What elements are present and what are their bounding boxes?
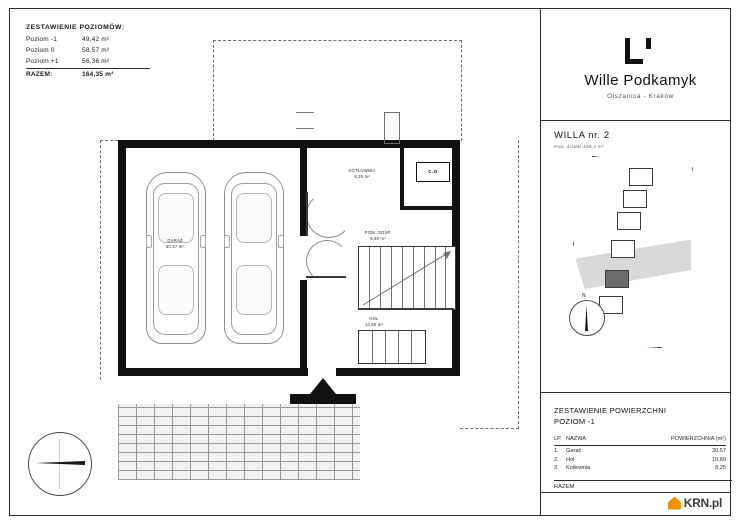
wall-internal-vertical-lower [300, 280, 307, 376]
table-row [554, 454, 726, 463]
compass-needle-icon [585, 305, 588, 331]
site-lot-5-selected[interactable] [605, 270, 629, 288]
legend-total-value: 164,35 m² [82, 71, 114, 79]
header-lp: LP. [554, 436, 566, 446]
right-outline-dashed [460, 140, 519, 429]
table-row [554, 463, 726, 472]
site-lot-4[interactable] [611, 240, 635, 258]
window-mark [296, 112, 314, 113]
legend-level-name: Poziom -1 [26, 36, 58, 44]
compass-tick [59, 439, 60, 489]
brand-subtitle: Olszanica - Kraków [607, 93, 674, 100]
legend-total-label: RAZEM: [26, 71, 53, 79]
krn-watermark-text: KRN.pl [683, 496, 722, 510]
room-area: 30,57 m² [165, 244, 185, 250]
legend-level-value: 56,36 m² [82, 57, 110, 65]
window-frame [384, 112, 400, 144]
cell-lp: 2. [554, 456, 559, 463]
panel-divider-mid [540, 392, 731, 393]
brand-name: Wille Podkamyk [584, 72, 697, 89]
door-leaf [306, 276, 346, 278]
site-lot-2[interactable] [623, 190, 647, 208]
cell-area: 10,60 [712, 456, 726, 463]
staircase [358, 246, 456, 310]
areas-title-line1: ZESTAWIENIE POWIERZCHNI [554, 406, 667, 415]
entrance-platform [290, 394, 356, 404]
header-area: POWIERZCHNIA (m²) [662, 436, 726, 446]
left-outline-dashed [100, 140, 119, 380]
table-row [554, 445, 726, 454]
room-label-boiler [326, 168, 398, 181]
krn-house-icon [668, 497, 681, 510]
door-leaf [306, 192, 308, 236]
wall-bottom-left [118, 368, 308, 376]
co-equipment-box: c.o [416, 162, 450, 182]
compass-north-label: N [582, 293, 586, 299]
upper-outline-dashed [213, 40, 462, 141]
driveway-paving [118, 404, 360, 480]
wall-bottom-right [336, 368, 460, 376]
room-name: GARAŻ [167, 238, 183, 243]
floor-plan-drawing [100, 40, 520, 480]
room-label-garage [142, 238, 208, 251]
wall-boiler-room-bottom [400, 206, 460, 210]
site-lot-3[interactable] [617, 212, 641, 230]
villa-header [554, 130, 610, 149]
stair-wall [358, 308, 454, 310]
room-name: KOTŁOWNIA [348, 168, 376, 173]
legend-level-name: Poziom 0 [26, 46, 55, 54]
room-area: 10,60 m² [364, 322, 384, 328]
compass-needle-icon [35, 461, 85, 465]
car-symbol-right [224, 172, 284, 344]
cell-name: Hol [566, 456, 575, 463]
wall-top [118, 140, 460, 148]
krn-watermark [668, 496, 722, 510]
wall-left [118, 140, 126, 376]
areas-table [554, 436, 726, 472]
header-name: NAZWA [566, 436, 662, 446]
podkamyk-logo-icon [625, 38, 651, 64]
panel-divider-bottom [540, 492, 731, 493]
door-arc-garage [306, 192, 352, 238]
cell-area: 8,25 [715, 465, 726, 471]
areas-table-block [554, 405, 732, 490]
stair-direction-arrow [359, 247, 455, 309]
room-area: 8,25 m² [354, 174, 370, 180]
legend-level-value: 49,42 m² [82, 36, 110, 44]
areas-table-header-row [554, 436, 726, 446]
car-symbol-left [146, 172, 206, 344]
wall-boiler-room [400, 148, 404, 210]
staircase-lower-run [358, 330, 426, 364]
cell-name: Kotłownia [566, 465, 591, 471]
room-name: POM. GOSP. [364, 230, 392, 235]
site-north-compass [569, 293, 605, 336]
villa-subtitle: Pow. działki 498,4 m² [554, 144, 604, 149]
cell-area: 30,57 [712, 448, 726, 454]
panel-divider-top [540, 120, 731, 121]
areas-title-line2: POZIOM -1 [554, 417, 596, 427]
levels-legend-title: ZESTAWIENIE POZIOMÓW: [26, 24, 125, 31]
room-area: 5,60 m² [370, 236, 386, 242]
site-lot-1[interactable] [629, 168, 653, 186]
cell-lp: 1. [554, 448, 559, 454]
site-plan [545, 150, 735, 355]
cell-lp: 3. [554, 465, 559, 471]
window-mark [296, 128, 314, 129]
room-label-storage [342, 230, 414, 243]
entrance-arrow [310, 378, 336, 394]
room-name: HOL [369, 316, 379, 321]
room-label-hall [338, 316, 410, 329]
brand-block [541, 72, 740, 100]
cell-name: Garaż [566, 448, 582, 454]
areas-total-label: RAZEM [554, 480, 732, 490]
legend-level-value: 58,57 m² [82, 46, 110, 54]
legend-level-name: Poziom +1 [26, 57, 59, 65]
villa-title: WILLA nr. 2 [554, 130, 610, 141]
north-compass [28, 432, 92, 496]
